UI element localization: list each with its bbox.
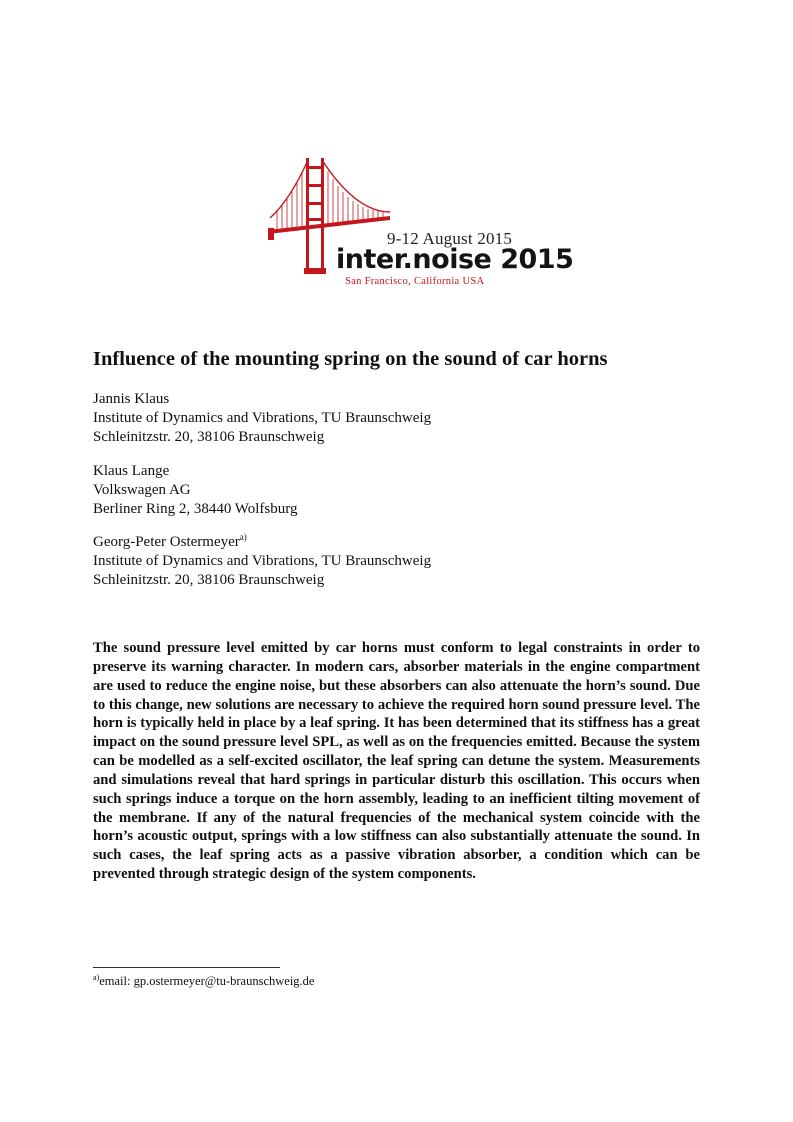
footnote-email: email: gp.ostermeyer@tu-braunschweig.de: [99, 974, 315, 988]
conference-date: 9-12 August 2015: [387, 229, 513, 248]
footnote: [93, 974, 314, 989]
conference-location: San Francisco, California USA: [345, 276, 485, 287]
footnote-divider: [93, 967, 280, 968]
author-address: Berliner Ring 2, 38440 Wolfsburg: [93, 501, 298, 517]
conference-logo: [266, 156, 574, 292]
author-address: Schleinitzstr. 20, 38106 Braunschweig: [93, 572, 325, 588]
author-affiliation: Institute of Dynamics and Vibrations, TU Braunschweig: [93, 553, 432, 569]
footnote-marker: a): [239, 532, 247, 542]
author-name: Jannis Klaus: [93, 391, 170, 407]
author-name: Georg-Peter Ostermeyer: [93, 534, 240, 550]
conference-name: inter.noise 2015: [336, 244, 574, 275]
author-block: [93, 462, 297, 519]
author-block: [93, 390, 431, 447]
author-name-line: [93, 533, 431, 552]
author-affiliation: Institute of Dynamics and Vibrations, TU Braunschweig: [93, 410, 432, 426]
author-block: [93, 533, 431, 590]
footnote-marker: a): [93, 973, 100, 982]
author-affiliation: Volkswagen AG: [93, 482, 191, 498]
author-address: Schleinitzstr. 20, 38106 Braunschweig: [93, 429, 325, 445]
abstract: The sound pressure level emitted by car horns must conform to legal constraints in order to preserve its warning character. In modern cars, absorber materials in the engine compartment are used to reduce the engine noise, but these absorbers can also attenuate the horn’s sound. Due to this change, new solutions are necessary to achieve the required horn sound pressure level. The horn is typically held in place by a leaf spring. It has been determined that its stiffness has a great impact on the sound pressure level SPL, as well as on the frequencies emitted. Because the system can be modelled as a self-excited oscillator, the leaf spring can detune the system. Measurements and simulations reveal that hard springs in particular disturb this oscillation. This occurs when such springs induce a torque on the horn assembly, leading to an inefficient tilting movement of the membrane. If any of the natural frequencies of the mechanical system coincide with the horn’s acoustic output, springs with a low stiffness can also substantially attenuate the sound. In such cases, the leaf spring acts as a passive vibration absorber, a condition which can be prevented through strategic design of the system components.: [93, 640, 700, 883]
paper-title: Influence of the mounting spring on the sound of car horns: [93, 348, 608, 370]
author-name: Klaus Lange: [93, 463, 170, 479]
